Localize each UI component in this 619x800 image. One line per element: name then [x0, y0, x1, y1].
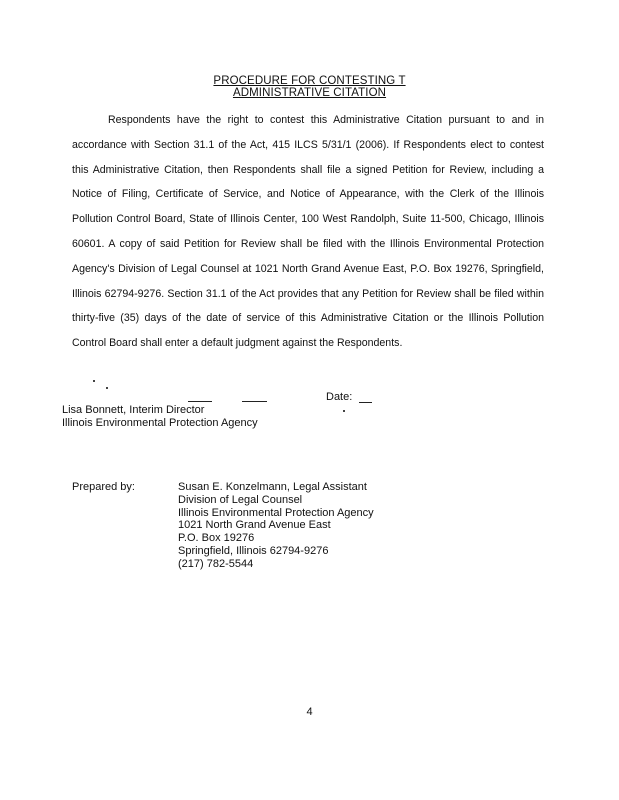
preparer-agency: Illinois Environmental Protection Agency	[178, 506, 374, 519]
procedure-paragraph: Respondents have the right to contest this Administrative Citation pursuant to and in accordance with Section 31.1 of the Act, 415 ILCS 5/31/1 (2006). If Respondents elect to contest this Administrative Citation, then Respondents shall file a signed Petition for Review, including a Notice of Filing, Certificate of Service, and Notice of Appearance, with the Clerk of the Illinois Pollution Control Board, State of Illinois Center, 100 West Randolph, Suite 11-500, Chicago, Illinois 60601. A copy of said Petition for Review shall be filed with the Illinois Environmental Protection Agency's Division of Legal Counsel at 1021 North Grand Avenue East, P.O. Box 19276, Springfield, Illinois 62794-9276. Section 31.1 of the Act provides that any Petition for Review shall be filed within thirty-five (35) days of the date of service of this Administrative Citation or the Illinois Pollution Control Board shall enter a default judgment against the Respondents.	[72, 114, 544, 350]
preparer-city: Springfield, Illinois 62794-9276	[178, 544, 329, 557]
title-line-2: ADMINISTRATIVE CITATION	[232, 87, 387, 99]
document-subtitle	[0, 87, 619, 99]
title-line-1: PROCEDURE FOR CONTESTING T	[213, 75, 406, 87]
scan-speck	[93, 380, 95, 382]
date-label: Date:	[326, 391, 353, 403]
preparer-address-block	[178, 481, 374, 571]
preparer-division: Division of Legal Counsel	[178, 493, 303, 506]
signer-agency: Illinois Environmental Protection Agency	[62, 417, 258, 429]
signer-name: Lisa Bonnett, Interim Director	[62, 404, 205, 416]
preparer-phone: (217) 782-5544	[178, 557, 254, 570]
scan-speck	[106, 387, 108, 389]
scan-speck	[343, 410, 345, 412]
prepared-by-label: Prepared by:	[72, 481, 135, 493]
page-number: 4	[306, 706, 313, 718]
preparer-po-box: P.O. Box 19276	[178, 532, 255, 545]
signature-line	[188, 401, 212, 402]
date-line	[359, 402, 372, 403]
preparer-name: Susan E. Konzelmann, Legal Assistant	[178, 481, 367, 493]
document-title	[0, 75, 619, 87]
signature-line	[242, 401, 267, 402]
preparer-street: 1021 North Grand Avenue East	[178, 519, 331, 532]
